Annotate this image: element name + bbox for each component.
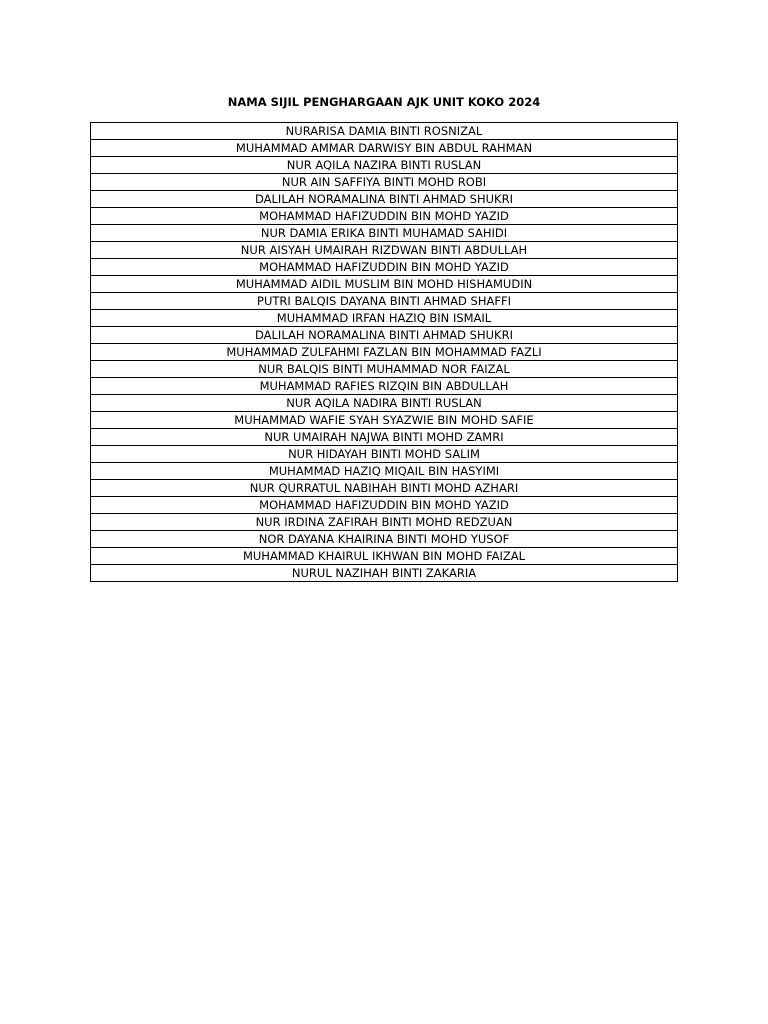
table-row xyxy=(91,463,678,480)
table-row xyxy=(91,429,678,446)
name-cell: NUR UMAIRAH NAJWA BINTI MOHD ZAMRI xyxy=(91,429,678,446)
name-cell: NOR DAYANA KHAIRINA BINTI MOHD YUSOF xyxy=(91,531,678,548)
table-row xyxy=(91,225,678,242)
name-cell: MUHAMMAD AMMAR DARWISY BIN ABDUL RAHMAN xyxy=(91,140,678,157)
table-row xyxy=(91,344,678,361)
name-cell: MUHAMMAD ZULFAHMI FAZLAN BIN MOHAMMAD FAZLI xyxy=(91,344,678,361)
names-table-body xyxy=(91,123,678,582)
table-row xyxy=(91,395,678,412)
name-cell: MOHAMMAD HAFIZUDDIN BIN MOHD YAZID xyxy=(91,208,678,225)
table-row xyxy=(91,174,678,191)
name-cell: MUHAMMAD AIDIL MUSLIM BIN MOHD HISHAMUDIN xyxy=(91,276,678,293)
table-row xyxy=(91,514,678,531)
table-row xyxy=(91,565,678,582)
name-cell: DALILAH NORAMALINA BINTI AHMAD SHUKRI xyxy=(91,327,678,344)
name-cell: NUR DAMIA ERIKA BINTI MUHAMAD SAHIDI xyxy=(91,225,678,242)
names-table xyxy=(90,122,678,582)
name-cell: NUR AIN SAFFIYA BINTI MOHD ROBI xyxy=(91,174,678,191)
name-cell: NUR BALQIS BINTI MUHAMMAD NOR FAIZAL xyxy=(91,361,678,378)
table-row xyxy=(91,276,678,293)
table-row xyxy=(91,310,678,327)
table-row xyxy=(91,378,678,395)
table-row xyxy=(91,293,678,310)
table-row xyxy=(91,548,678,565)
table-row xyxy=(91,497,678,514)
table-row xyxy=(91,157,678,174)
table-row xyxy=(91,412,678,429)
name-cell: NUR IRDINA ZAFIRAH BINTI MOHD REDZUAN xyxy=(91,514,678,531)
name-cell: NUR AISYAH UMAIRAH RIZDWAN BINTI ABDULLAH xyxy=(91,242,678,259)
name-cell: MOHAMMAD HAFIZUDDIN BIN MOHD YAZID xyxy=(91,497,678,514)
name-cell: MUHAMMAD KHAIRUL IKHWAN BIN MOHD FAIZAL xyxy=(91,548,678,565)
table-row xyxy=(91,140,678,157)
table-row xyxy=(91,259,678,276)
table-row xyxy=(91,446,678,463)
table-row xyxy=(91,242,678,259)
name-cell: NURARISA DAMIA BINTI ROSNIZAL xyxy=(91,123,678,140)
table-row xyxy=(91,361,678,378)
name-cell: NURUL NAZIHAH BINTI ZAKARIA xyxy=(91,565,678,582)
table-row xyxy=(91,531,678,548)
table-row xyxy=(91,327,678,344)
name-cell: MUHAMMAD WAFIE SYAH SYAZWIE BIN MOHD SAFIE xyxy=(91,412,678,429)
name-cell: NUR AQILA NADIRA BINTI RUSLAN xyxy=(91,395,678,412)
table-row xyxy=(91,191,678,208)
name-cell: MUHAMMAD RAFIES RIZQIN BIN ABDULLAH xyxy=(91,378,678,395)
table-row xyxy=(91,480,678,497)
table-row xyxy=(91,123,678,140)
name-cell: NUR HIDAYAH BINTI MOHD SALIM xyxy=(91,446,678,463)
name-cell: MOHAMMAD HAFIZUDDIN BIN MOHD YAZID xyxy=(91,259,678,276)
name-cell: MUHAMMAD IRFAN HAZIQ BIN ISMAIL xyxy=(91,310,678,327)
name-cell: MUHAMMAD HAZIQ MIQAIL BIN HASYIMI xyxy=(91,463,678,480)
document-title: NAMA SIJIL PENGHARGAAN AJK UNIT KOKO 2024 xyxy=(227,95,541,109)
table-row xyxy=(91,208,678,225)
name-cell: NUR AQILA NAZIRA BINTI RUSLAN xyxy=(91,157,678,174)
name-cell: NUR QURRATUL NABIHAH BINTI MOHD AZHARI xyxy=(91,480,678,497)
name-cell: DALILAH NORAMALINA BINTI AHMAD SHUKRI xyxy=(91,191,678,208)
name-cell: PUTRI BALQIS DAYANA BINTI AHMAD SHAFFI xyxy=(91,293,678,310)
